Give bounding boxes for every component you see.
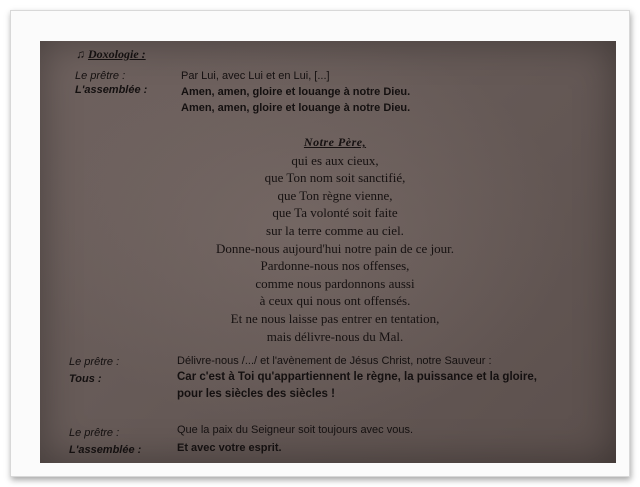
prayer-line: Et ne nous laisse pas entrer en tentation,: [230, 310, 440, 326]
doxologie-response: Amen, amen, gloire et louange à notre Dieu.: [181, 102, 411, 114]
role-label-pretre: Le prêtre :: [69, 356, 120, 368]
prayer-line: mais délivre-nous du Mal.: [266, 328, 404, 344]
music-note-icon: ♫: [76, 47, 85, 61]
role-label-pretre: Le prêtre :: [75, 70, 126, 82]
paix-line: Que la paix du Seigneur soit toujours avec vous.: [177, 424, 414, 436]
doxologie-title: Doxologie :: [88, 47, 146, 61]
prayer-line: comme nous pardonnons aussi: [255, 275, 415, 291]
embolisme-line: Délivre-nous /.../ et l'avènement de Jésus Christ, notre Sauveur :: [177, 355, 492, 367]
photograph: [40, 41, 616, 463]
prayer-line: qui es aux cieux,: [291, 152, 379, 168]
doxology-response: Car c'est à Toi qu'appartiennent le règne, la puissance et la gloire,: [177, 371, 537, 383]
role-label-tous: Tous :: [69, 373, 102, 385]
notre-pere-prayer: [160, 134, 510, 345]
role-label-pretre: Le prêtre :: [69, 427, 120, 439]
doxology-response: pour les siècles des siècles !: [177, 388, 335, 400]
doxologie-line: Par Lui, avec Lui et en Lui, [...]: [181, 70, 330, 82]
prayer-line: que Ton règne vienne,: [277, 187, 393, 203]
notre-pere-title: Notre Père,: [303, 135, 367, 149]
photo-frame: [10, 10, 630, 477]
prayer-line: Pardonne-nous nos offenses,: [260, 258, 410, 274]
role-label-assemblee: L'assemblée :: [75, 84, 148, 96]
prayer-line: Donne-nous aujourd'hui notre pain de ce jour.: [215, 240, 455, 256]
paix-response: Et avec votre esprit.: [177, 442, 282, 454]
doxologie-heading: [76, 47, 146, 62]
role-label-assemblee: L'assemblée :: [69, 444, 142, 456]
prayer-line: que Ton nom soit sanctifié,: [264, 170, 406, 186]
prayer-line: à ceux qui nous ont offensés.: [259, 293, 411, 309]
doxologie-response: Amen, amen, gloire et louange à notre Dieu.: [181, 86, 411, 98]
liturgy-sheet: [40, 41, 616, 463]
prayer-line: sur la terre comme au ciel.: [266, 222, 404, 238]
prayer-line: que Ta volonté soit faite: [272, 205, 398, 221]
